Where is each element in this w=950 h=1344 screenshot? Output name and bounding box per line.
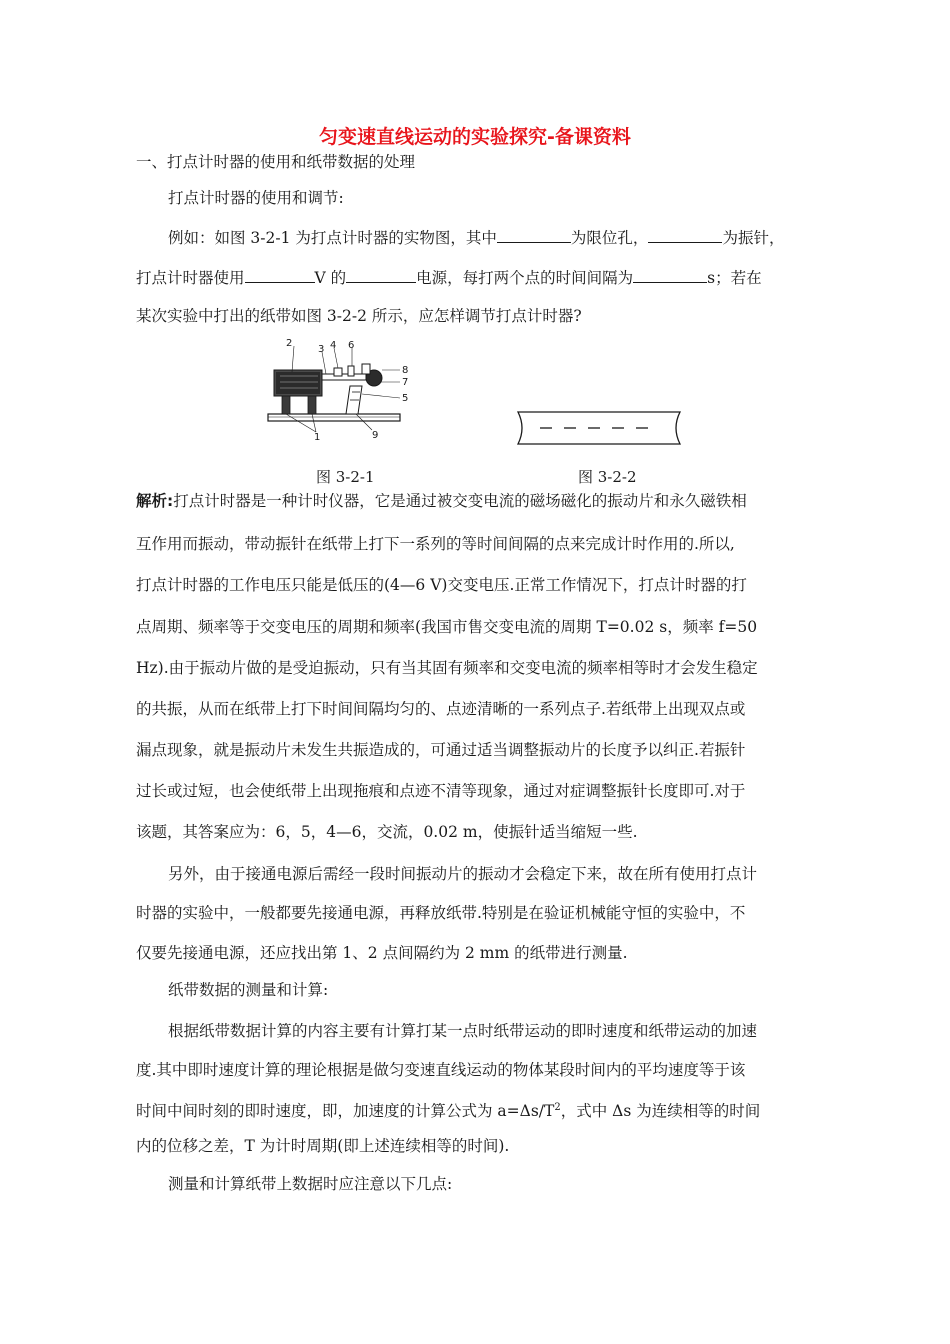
paper-tape-figure [512,410,688,450]
analysis-label: 解析: [136,492,174,510]
example-text: s；若在 [707,269,762,287]
answer-blank [245,266,315,283]
analysis-line: 该题，其答案应为：6，5，4—6，交流，0.02 m，使振针适当缩短一些. [136,823,638,841]
answer-blank [648,226,722,243]
figure-label: 7 [402,377,409,388]
figure-label: 9 [372,430,379,441]
example-line-2 [136,266,816,288]
formula-superscript: 2 [554,1102,561,1113]
section-heading: 一、打点计时器的使用和纸带数据的处理 [136,153,416,171]
paragraph-line: 时器的实验中，一般都要先接通电源，再释放纸带.特别是在验证机械能守恒的实验中，不 [136,904,746,922]
example-text: V 的 [314,269,347,287]
analysis-line: 打点计时器的工作电压只能是低压的(4—6 V)交变电压.正常工作情况下，打点计时器的打 [136,576,747,594]
example-text: 为限位孔， [570,229,649,247]
paragraph-line: 度.其中即时速度计算的理论根据是做匀变速直线运动的物体某段时间内的平均速度等于该 [136,1061,746,1079]
figure-label: 3 [318,344,325,355]
dot-timer-figure [262,336,422,444]
example-text: 为振针， [722,229,785,247]
analysis-text: 打点计时器是一种计时仪器，它是通过被交变电流的磁场磁化的振动片和永久磁铁相 [173,492,747,510]
figure-label: 5 [402,393,409,404]
paragraph-line: 内的位移之差，T 为计时周期(即上述连续相等的时间). [136,1137,510,1155]
page-title: 匀变速直线运动的实验探究-备课资料 [319,126,631,148]
formula-text: 时间中间时刻的即时速度，即，加速度的计算公式为 a=Δs/T [136,1102,555,1121]
analysis-line: 互作用而振动，带动振针在纸带上打下一系列的等时间间隔的点来完成计时作用的.所以, [136,535,735,553]
subsection-heading: 纸带数据的测量和计算: [168,981,329,999]
figure-label: 8 [402,365,409,376]
figure-caption: 图 3-2-2 [578,468,637,486]
answer-blank [346,266,416,283]
example-text: 例如：如图 3-2-1 为打点计时器的实物图，其中 [168,229,497,247]
paragraph-line: 仅要先接通电源，还应找出第 1、2 点间隔约为 2 mm 的纸带进行测量. [136,944,628,962]
paragraph-line: 另外，由于接通电源后需经一段时间振动片的振动才会稳定下来，故在所有使用打点计 [168,865,758,883]
answer-blank [497,226,571,243]
subsection-heading: 打点计时器的使用和调节: [168,189,344,207]
analysis-line: 点周期、频率等于交变电压的周期和频率(我国市售交变电流的周期 T=0.02 s，频率 f=50 [136,618,758,636]
figure-caption: 图 3-2-1 [316,468,375,486]
figure-label: 2 [286,338,293,349]
figure-label: 1 [314,432,321,443]
example-text: 电源，每打两个点的时间间隔为 [416,269,634,287]
figure-label: 6 [348,340,355,351]
paragraph-line: 测量和计算纸带上数据时应注意以下几点: [168,1175,453,1193]
analysis-line: Hz).由于振动片做的是受迫振动，只有当其固有频率和交变电流的频率相等时才会发生稳定 [136,659,758,677]
formula-text: ，式中 Δs 为连续相等的时间 [560,1102,761,1121]
example-text: 打点计时器使用 [136,269,245,287]
example-line-3: 某次实验中打出的纸带如图 3-2-2 所示，应怎样调节打点计时器? [136,307,582,325]
answer-blank [633,266,707,283]
analysis-line: 漏点现象，就是振动片未发生共振造成的，可通过适当调整振动片的长度予以纠正.若振针 [136,741,746,759]
example-line-1 [168,226,848,248]
figure-label: 4 [330,340,337,351]
paragraph-line: 根据纸带数据计算的内容主要有计算打某一点时纸带运动的即时速度和纸带运动的加速 [168,1022,758,1040]
analysis-line: 的共振，从而在纸带上打下时间间隔均匀的、点迹清晰的一系列点子.若纸带上出现双点或 [136,700,746,718]
analysis-line: 过长或过短，也会使纸带上出现拖痕和点迹不清等现象，通过对症调整振针长度即可.对于 [136,782,746,800]
analysis-line-1 [136,491,816,511]
formula-line [136,1098,816,1121]
